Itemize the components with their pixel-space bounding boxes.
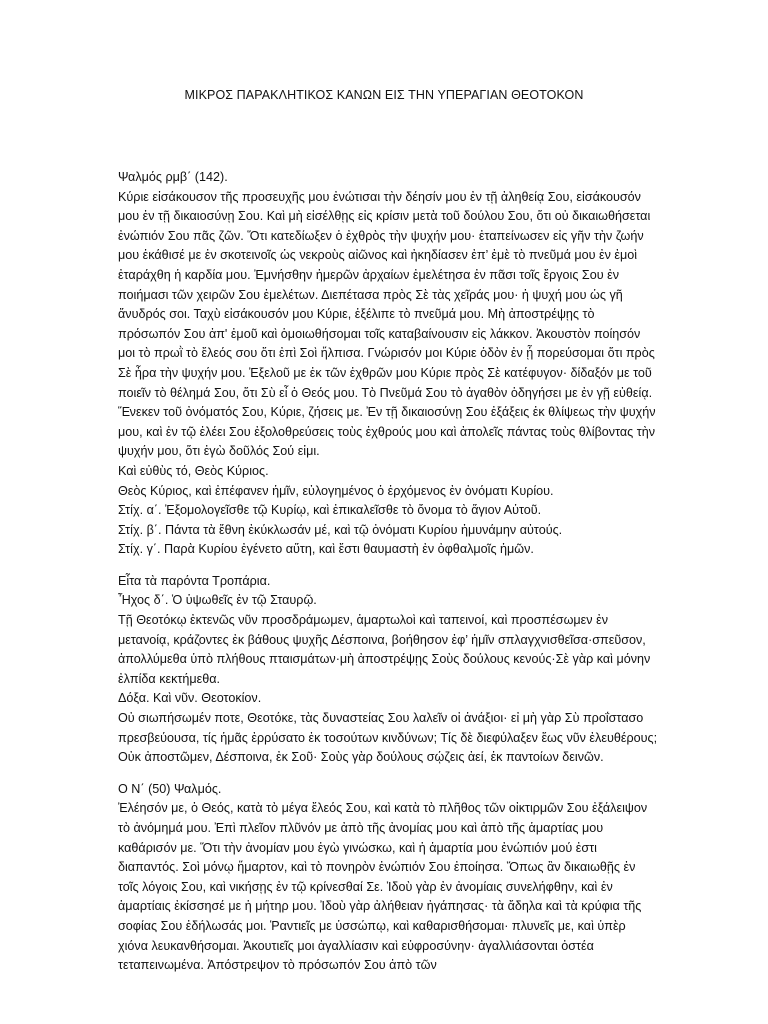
psalm-text: Κύριε εἰσάκουσον τῆς προσευχῆς μου ἐνώτισαι τὴν δέησίν μου ἐν τῇ ἀληθείᾳ Σου, εἰσάκουσόν μου ἐν τῇ δικαιοσύνῃ Σου. Καὶ μὴ εἰσέλθῃς εἰς κρίσιν μετὰ τοῦ δούλου Σου, ὅτι οὐ δικαιωθήσεται ἐνώπιόν Σου πᾶς ζῶν. Ὅτι κατεδίωξεν ὁ ἐχθρὸς τὴν ψυχήν μου· ἐταπείνωσεν εἰς γῆν τὴν ζωήν μου ἐκάθισέ με ἐν σκοτεινοῖς ὡς νεκροὺς αἰῶνος καὶ ἠκηδίασεν ἐπ’ ἐμὲ τὸ πνεῦμά μου ἐν ἐμοὶ ἐταράχθη ἡ καρδία μου. Ἐμνήσθην ἡμερῶν ἀρχαίων ἐμελέτησα ἐν πᾶσι τοῖς ἔργοις Σου ἐν ποιήμασι τῶν χειρῶν Σου ἐμελέτων. Διεπέτασα πρὸς Σὲ τὰς χεῖράς μου· ἡ ψυχή μου ὡς γῆ ἄνυδρός σοι. Ταχὺ εἰσάκουσόν μου Κύριε, ἐξέλιπε τὸ πνεῦμά μου. Μὴ ἀποστρέψῃς τὸ πρόσωπόν Σου ἀπ' ἐμοῦ καὶ ὁμοιωθήσομαι τοῖς καταβαίνουσιν εἰς λάκκον. Ἀκουστὸν ποίησόν μοι τὸ πρωῒ τὸ ἔλεός σου ὅτι ἐπὶ Σοὶ ἤλπισα. Γνώρισόν μοι Κύριε ὁδὸν ἐν ᾗ πορεύσομαι ὅτι πρὸς Σὲ ἦρα τὴν ψυχήν μου. Ἐξελοῦ με ἐκ τῶν ἐχθρῶν μου Κύριε πρὸς Σὲ κατέφυγον· δίδαξόν με τοῦ ποιεῖν τὸ θέλημά Σου, ὅτι Σὺ εἶ ὁ Θεός μου. Τὸ Πνεῦμά Σου τὸ ἀγαθὸν ὁδηγήσει με ἐν γῇ εὐθείᾳ. Ἕνεκεν τοῦ ὀνόματός Σου, Κύριε, ζήσεις με. Ἐν τῇ δικαιοσύνῃ Σου ἐξάξεις ἐκ θλίψεως τὴν ψυχήν μου, καὶ ἐν τῷ ἐλέει Σου ἐξολοθρεύσεις τοὺς ἐχθρούς μου καὶ ἀπολεῖς πάντας τοὺς θλίβοντας τὴν ψυχήν μου, ὅτι ἐγὼ δοῦλός Σού εἰμι. [118, 189, 656, 459]
document-title: ΜΙΚΡΟΣ ΠΑΡΑΚΛΗΤΙΚΟΣ ΚΑΝΩΝ ΕΙΣ ΤΗΝ ΥΠΕΡΑΓΙΑΝ ΘΕΟΤΟΚΟΝ [184, 88, 584, 102]
psalm-142-section [118, 168, 658, 560]
psalm-heading: Ο Ν΄ (50) Ψαλμός. [118, 781, 222, 796]
rubric-line: Εἶτα τὰ παρόντα Τροπάρια. [118, 573, 271, 588]
tone-line: Ἦχος δ΄. Ὁ ὑψωθεῖς ἐν τῷ Σταυρῷ. [118, 593, 317, 608]
verse-line: Στίχ. γ΄. Παρὰ Κυρίου ἐγένετο αὕτη, καὶ ἔστι θαυμαστὴ ἐν ὀφθαλμοῖς ἡμῶν. [118, 542, 534, 557]
troparia-section [118, 572, 658, 768]
verse-line: Στίχ. α΄. Ἐξομολογεῖσθε τῷ Κυρίῳ, καὶ ἐπικαλεῖσθε τὸ ὄνομα τὸ ἅγιον Αὐτοῦ. [118, 503, 542, 518]
hymn-line: Θεὸς Κύριος, καὶ ἐπέφανεν ἡμῖν, εὐλογημένος ὁ ἐρχόμενος ἐν ὀνόματι Κυρίου. [118, 483, 554, 498]
verse-line: Στίχ. β΄. Πάντα τὰ ἔθνη ἐκύκλωσάν μέ, καὶ τῷ ὀνόματι Κυρίου ἠμυνάμην αὐτούς. [118, 522, 563, 537]
document-body [118, 168, 658, 976]
troparion-text: Τῇ Θεοτόκῳ ἐκτενῶς νῦν προσδράμωμεν, ἁμαρτωλοὶ καὶ ταπεινοί, καὶ προσπέσωμεν ἐν μετανοίᾳ, κράζοντες ἐκ βάθους ψυχῆς Δέσποινα, βοήθησον ἐφ’ ἡμῖν σπλαγχνισθεῖσα·σπεῦσον, ἀπολλύμεθα ὑπὸ πλήθους πταισμάτων·μὴ ἀποστρέψῃς Σοὺς δούλους κενούς·Σὲ γὰρ καὶ μόνην ἐλπίδα κεκτήμεθα. [118, 613, 651, 686]
psalm-heading: Ψαλμός ρμβ΄ (142). [118, 170, 228, 184]
rubric-line: Καὶ εὐθὺς τό, Θεὸς Κύριος. [118, 463, 269, 478]
psalm-text: Ἐλέησόν με, ὁ Θεός, κατὰ τὸ μέγα ἔλεός Σου, καὶ κατὰ τὸ πλῆθος τῶν οἰκτιρμῶν Σου ἐξάλειψον τὸ ἀνόμημά μου. Ἐπὶ πλεῖον πλῦνόν με ἀπὸ τῆς ἀνομίας μου καὶ ἀπὸ τῆς ἁμαρτίας μου καθάρισόν με. Ὅτι τὴν ἀνομίαν μου ἐγὼ γινώσκω, καὶ ἡ ἁμαρτία μου ἐνώπιόν μού ἐστι διαπαντός. Σοὶ μόνῳ ἥμαρτον, καὶ τὸ πονηρὸν ἐνώπιόν Σου ἐποίησα. Ὅπως ἂν δικαιωθῇς ἐν τοῖς λόγοις Σου, καὶ νικήσῃς ἐν τῷ κρίνεσθαί Σε. Ἰδοὺ γὰρ ἐν ἀνομίαις συνελήφθην, καὶ ἐν ἁμαρτίαις ἐκίσσησέ με ἡ μήτηρ μου. Ἰδοὺ γὰρ ἀλήθειαν ἠγάπησας· τὰ ἄδηλα καὶ τὰ κρύφια τῆς σοφίας Σου ἐδήλωσάς μοι. Ῥαντιεῖς με ὑσσώπῳ, καὶ καθαρισθήσομαι· πλυνεῖς με, καὶ ὑπὲρ χιόνα λευκανθήσομαι. Ἀκουτιεῖς μοι ἀγαλλίασιν καὶ εὐφροσύνην· ἀγαλλιάσονται ὀστέα τεταπεινωμένα. Ἀπόστρεψον τὸ πρόσωπόν Σου ἀπὸ τῶν [118, 801, 648, 973]
psalm-50-section [118, 780, 658, 976]
rubric-line: Δόξα. Καὶ νῦν. Θεοτοκίον. [118, 691, 262, 706]
theotokion-text: Οὐ σιωπήσωμέν ποτε, Θεοτόκε, τὰς δυναστείας Σου λαλεῖν οἱ ἀνάξιοι· εἰ μὴ γὰρ Σὺ προΐστασο πρεσβεύουσα, τίς ἡμᾶς ἐρρύσατο ἐκ τοσούτων κινδύνων; Τίς δὲ διεφύλαξεν ἕως νῦν ἐλευθέρους; Οὐκ ἀποστῶμεν, Δέσποινα, ἐκ Σοῦ· Σοὺς γὰρ δούλους σῴζεις ἀεί, ἐκ παντοίων δεινῶν. [118, 711, 658, 765]
